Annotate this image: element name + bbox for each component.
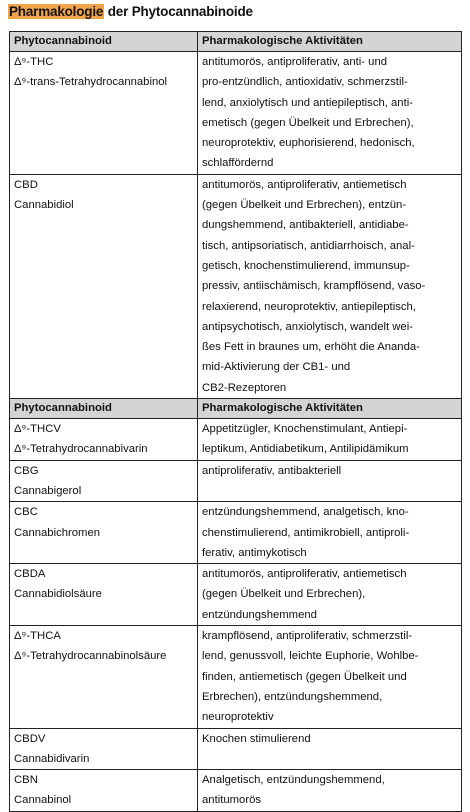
cannabinoid-cell [10, 502, 198, 564]
activity-line: mid-Aktivierung der CB1- und [202, 361, 351, 374]
cannabinoid-abbreviation: Δ⁹-THC [14, 56, 54, 68]
cannabinoid-cell [10, 770, 198, 812]
activity-line: CB2-Rezeptoren [202, 381, 287, 394]
table-row [10, 419, 462, 461]
table-header-row [10, 32, 462, 52]
cannabinoid-name: Cannabigerol [14, 484, 82, 497]
header-phytocannabinoid: Phytocannabinoid [10, 32, 198, 52]
cannabinoid-cell [10, 564, 198, 626]
activity-line: ßes Fett in braunes um, erhöht die Ananda- [202, 341, 420, 354]
activity-line: relaxierend, neuroprotektiv, antiepileptisch, [202, 300, 416, 313]
activity-line: neuroprotektiv, euphorisierend, hedonisch, [202, 137, 415, 150]
title-highlight: Pharmakologie [9, 4, 104, 19]
cannabinoid-cell [10, 52, 198, 175]
activities-cell [198, 419, 462, 461]
activity-line: schlaffördernd [202, 157, 274, 170]
cannabinoid-name: Cannabidivarin [14, 752, 90, 765]
cannabinoid-name: Δ⁹-trans-Tetrahydrocannabinol [14, 76, 168, 89]
table-header-row [10, 399, 462, 419]
cannabinoid-cell [10, 174, 198, 398]
activity-line: chenstimulierend, antimikrobiell, antiproli- [202, 526, 410, 539]
activity-line: antitumorös, antiproliferativ, anti- und [202, 56, 388, 68]
table-row [10, 460, 462, 502]
cannabinoid-name: Δ⁹-Tetrahydrocannabivarin [14, 443, 148, 456]
activity-line: (gegen Übelkeit und Erbrechen), entzün- [202, 199, 407, 212]
cannabinoid-cell [10, 626, 198, 728]
activities-cell [198, 770, 462, 812]
activity-line: emetisch (gegen Übelkeit und Erbrechen), [202, 116, 414, 129]
activity-line: dungshemmend, antibakteriell, antidiabe- [202, 219, 409, 232]
activities-cell [198, 174, 462, 398]
cannabinoid-name: Cannabinol [14, 794, 72, 807]
activity-line: getisch, knochenstimulierend, immunsup- [202, 259, 410, 272]
activity-line: entzündungshemmend, analgetisch, kno- [202, 506, 409, 519]
activity-line: Erbrechen), entzündungshemmend, [202, 690, 383, 703]
header-activities: Pharmakologische Aktivitäten [198, 32, 462, 52]
table-row [10, 728, 462, 770]
pharmacology-table [9, 31, 462, 812]
activity-line: lend, genussvoll, leichte Euphorie, Wohlbe- [202, 650, 419, 663]
title-rest: der Phytocannabinoide [104, 4, 253, 19]
cannabinoid-name: Cannabidiol [14, 199, 74, 212]
cannabinoid-abbreviation: Δ⁹-THCV [14, 423, 61, 436]
header-activities: Pharmakologische Aktivitäten [198, 399, 462, 419]
cannabinoid-cell [10, 419, 198, 461]
activity-line: ferativ, antimykotisch [202, 546, 307, 559]
cannabinoid-abbreviation: CBDV [14, 732, 46, 745]
table-row [10, 770, 462, 812]
activities-cell [198, 460, 462, 502]
activity-line: Analgetisch, entzündungshemmend, [202, 774, 385, 787]
cannabinoid-abbreviation: CBDA [14, 568, 46, 581]
activities-cell [198, 52, 462, 175]
cannabinoid-abbreviation: Δ⁹-THCA [14, 630, 61, 643]
activity-line: lend, anxiolytisch und antiepileptisch, anti- [202, 96, 414, 109]
cannabinoid-abbreviation: CBD [14, 178, 38, 191]
cannabinoid-abbreviation: CBN [14, 774, 38, 787]
cannabinoid-abbreviation: CBC [14, 506, 38, 519]
activities-cell [198, 626, 462, 728]
table-row [10, 52, 462, 175]
activity-line: finden, antiemetisch (gegen Übelkeit und [202, 670, 407, 683]
activity-line: pro-entzündlich, antioxidativ, schmerzstil- [202, 76, 408, 89]
activity-line: entzündungshemmend [202, 608, 317, 621]
activity-line: tisch, antipsoriatisch, antidiarrhoisch, anal- [202, 239, 415, 252]
cannabinoid-name: Δ⁹-Tetrahydrocannabinolsäure [14, 650, 167, 663]
cannabinoid-abbreviation: CBG [14, 464, 39, 477]
document-title [8, 4, 253, 19]
activities-cell [198, 502, 462, 564]
header-phytocannabinoid: Phytocannabinoid [10, 399, 198, 419]
table-row [10, 502, 462, 564]
activity-line: antipsychotisch, anxiolytisch, wandelt wei- [202, 320, 413, 333]
activity-line: Knochen stimulierend [202, 732, 311, 745]
activity-line: neuroprotektiv [202, 711, 274, 724]
table-row [10, 174, 462, 398]
table-row [10, 626, 462, 728]
cannabinoid-name: Cannabidiolsäure [14, 588, 102, 601]
activity-line: antitumorös, antiproliferativ, antiemetisch [202, 568, 407, 581]
cannabinoid-cell [10, 460, 198, 502]
cannabinoid-cell [10, 728, 198, 770]
activity-line: Appetitzügler, Knochenstimulant, Antiepi- [202, 423, 408, 436]
activities-cell [198, 564, 462, 626]
activity-line: antitumorös [202, 794, 262, 807]
activity-line: antitumorös, antiproliferativ, antiemetisch [202, 178, 407, 191]
activity-line: pressiv, antiischämisch, krampflösend, vaso- [202, 280, 426, 293]
activity-line: antiproliferativ, antibakteriell [202, 464, 342, 477]
table-body [10, 32, 462, 812]
activity-line: leptikum, Antidiabetikum, Antilipidämikum [202, 443, 409, 456]
activity-line: (gegen Übelkeit und Erbrechen), [202, 588, 366, 601]
cannabinoid-name: Cannabichromen [14, 526, 101, 539]
activities-cell [198, 728, 462, 770]
table-row [10, 564, 462, 626]
activity-line: krampflösend, antiproliferativ, schmerzstil- [202, 630, 413, 643]
